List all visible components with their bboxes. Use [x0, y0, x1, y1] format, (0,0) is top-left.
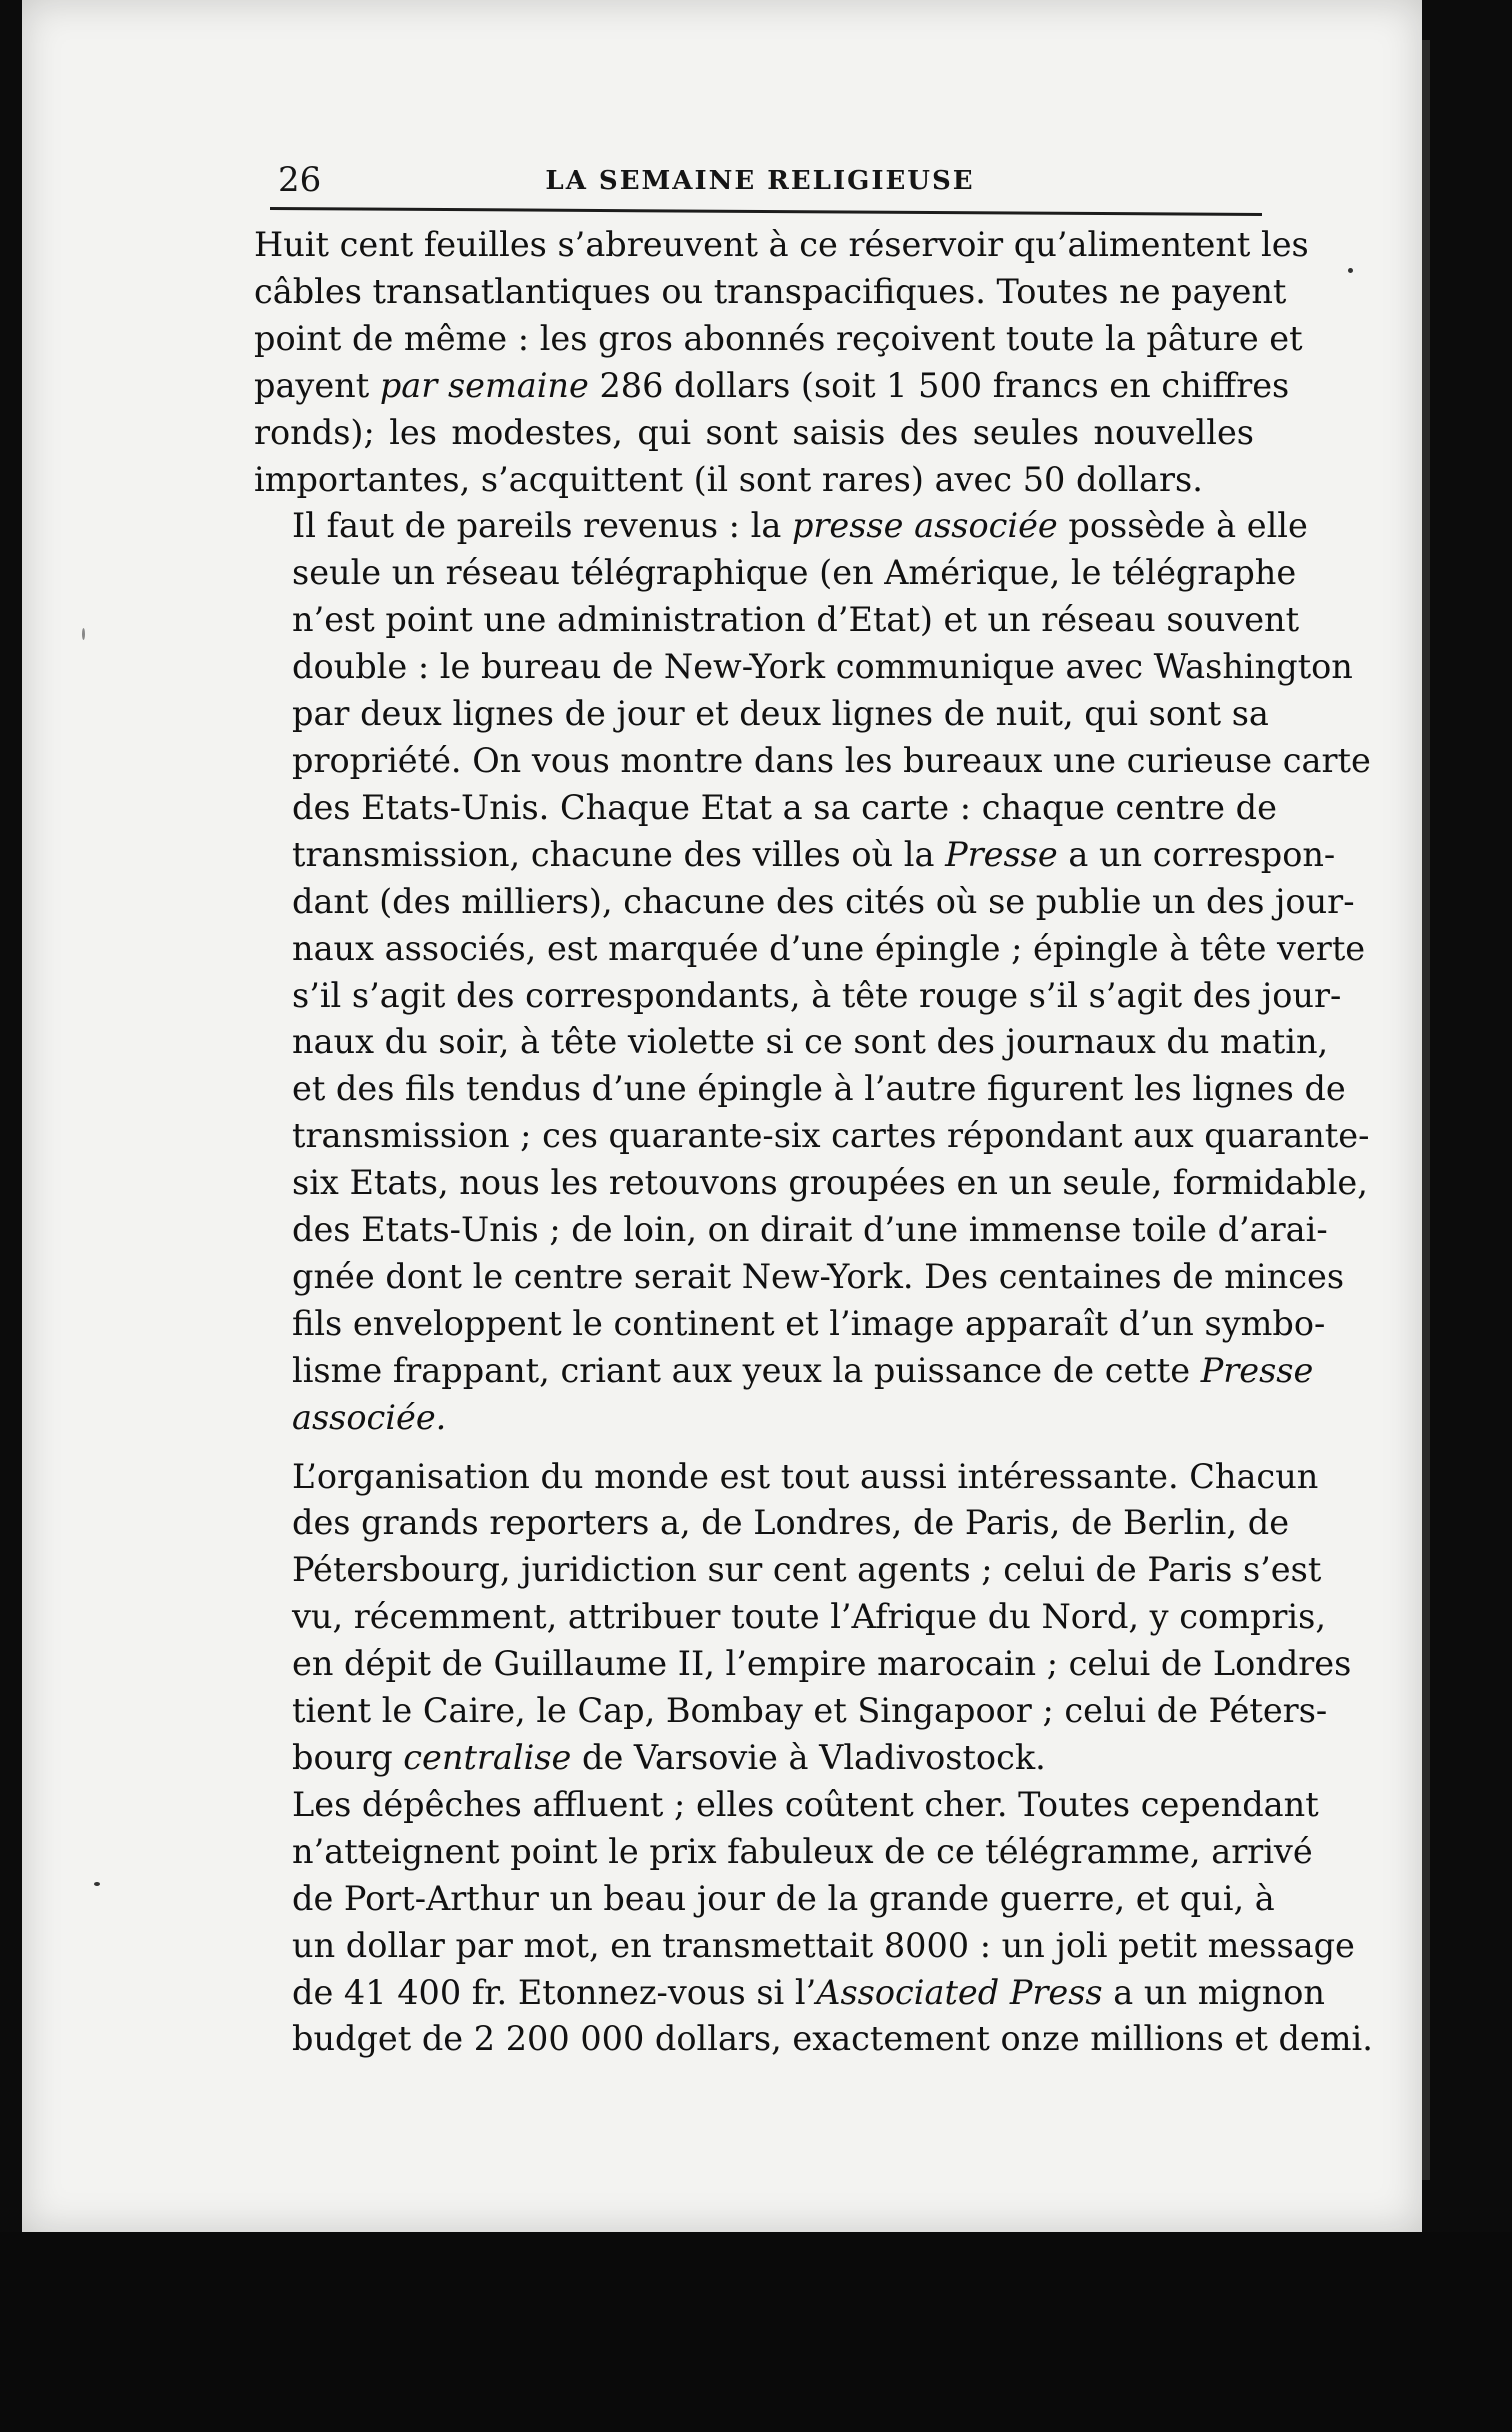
- running-title: LA SEMAINE RELIGIEUSE: [545, 166, 975, 196]
- text-line: et des fils tendus d’une épingle à l’autre figurent les lignes de: [292, 1069, 1346, 1109]
- text-line: [254, 503, 1308, 550]
- text-segment: de 41 400 fr. Etonnez-vous si l’: [292, 1972, 817, 2012]
- text-line: [254, 832, 1336, 879]
- text-line: n’est point une administration d’Etat) et un réseau souvent: [292, 600, 1300, 640]
- text-line: Les dépêches affluent ; elles coûtent cher. Toutes cependant: [292, 1784, 1319, 1824]
- book-page: [22, 0, 1422, 2232]
- text-line: des grands reporters a, de Londres, de Paris, de Berlin, de: [292, 1503, 1290, 1543]
- scan-speck: [82, 628, 85, 640]
- text-line: un dollar par mot, en transmettait 8000 : un joli petit message: [292, 1925, 1355, 1965]
- italic-phrase: centralise: [403, 1738, 572, 1777]
- text-line: propriété. On vous montre dans les bureaux une curieuse carte: [292, 740, 1371, 780]
- text-segment: payent: [254, 365, 380, 405]
- text-segment: a un correspon-: [1057, 834, 1336, 874]
- text-line: des Etats-Unis. Chaque Etat a sa carte : chaque centre de: [292, 787, 1277, 827]
- text-line: seule un réseau télégraphique (en Amérique, le télégraphe: [292, 553, 1297, 593]
- italic-phrase: associée.: [292, 1397, 447, 1437]
- text-line: point de même : les gros abonnés reçoivent toute la pâture et: [254, 318, 1303, 358]
- text-line: transmission ; ces quarante-six cartes répondant aux quarante-: [292, 1116, 1370, 1156]
- text-line: budget de 2 200 000 dollars, exactement onze millions et demi.: [292, 2019, 1373, 2059]
- text-line: par deux lignes de jour et deux lignes de nuit, qui sont sa: [292, 694, 1269, 734]
- text-line: gnée dont le centre serait New-York. Des centaines de minces: [292, 1256, 1345, 1296]
- text-line: [254, 1348, 1314, 1395]
- text-line: [254, 363, 1290, 410]
- scan-speck: [1348, 268, 1353, 273]
- paragraph-1: [254, 222, 1309, 503]
- text-segment: a un mignon: [1102, 1972, 1325, 2012]
- header-rule: [270, 207, 1262, 216]
- italic-phrase: presse associée: [791, 506, 1058, 546]
- paragraph-4: [254, 1782, 1373, 2063]
- text-segment: bourg: [292, 1738, 404, 1777]
- page-header: [258, 160, 1262, 204]
- scan-border: [0, 2232, 1512, 2432]
- text-line: fils enveloppent le continent et l’image apparaît d’un symbo-: [292, 1303, 1326, 1343]
- text-line: Pétersbourg, juridiction sur cent agents ; celui de Paris s’est: [292, 1550, 1322, 1590]
- italic-phrase: Presse: [1200, 1350, 1314, 1390]
- paragraph-3: [254, 1454, 1352, 1782]
- text-line: [254, 1735, 1254, 1782]
- text-line: six Etats, nous les retouvons groupées en un seule, formidable,: [292, 1163, 1368, 1203]
- italic-phrase: Presse: [945, 834, 1058, 874]
- page-number: 26: [278, 160, 322, 200]
- text-line: tient le Caire, le Cap, Bombay et Singapoor ; celui de Péters-: [292, 1691, 1328, 1731]
- text-segment: transmission, chacune des villes où la: [292, 834, 946, 874]
- text-line: s’il s’agit des correspondants, à tête rouge s’il s’agit des jour-: [292, 975, 1342, 1015]
- text-line: de Port-Arthur un beau jour de la grande guerre, et qui, à: [292, 1878, 1275, 1918]
- text-line: [254, 1395, 1254, 1442]
- text-segment: lisme frappant, criant aux yeux la puissance de cette: [292, 1350, 1201, 1390]
- paragraph-2: [254, 503, 1371, 1441]
- scan-speck: [94, 1882, 100, 1886]
- text-line: naux du soir, à tête violette si ce sont des journaux du matin,: [292, 1022, 1329, 1062]
- text-line: dant (des milliers), chacune des cités où se publie un des jour-: [292, 881, 1355, 921]
- text-line: naux associés, est marquée d’une épingle ; épingle à tête verte: [292, 928, 1366, 968]
- text-line: importantes, s’acquittent (il sont rares) avec 50 dollars.: [254, 459, 1203, 499]
- text-line: ronds); les modestes, qui sont saisis des seules nouvelles: [254, 412, 1254, 452]
- text-line: n’atteignent point le prix fabuleux de ce télégramme, arrivé: [292, 1831, 1313, 1871]
- text-segment: Il faut de pareils revenus : la: [292, 506, 792, 546]
- italic-phrase: par semaine: [379, 365, 589, 405]
- text-line: Huit cent feuilles s’abreuvent à ce réservoir qu’alimentent les: [254, 225, 1309, 264]
- text-line: double : le bureau de New-York communique avec Washington: [292, 647, 1353, 687]
- text-line: L’organisation du monde est tout aussi intéressante. Chacun: [292, 1456, 1319, 1496]
- body-text: [254, 222, 1373, 2063]
- text-line: en dépit de Guillaume II, l’empire marocain ; celui de Londres: [292, 1644, 1352, 1684]
- text-line: câbles transatlantiques ou transpacifiques. Toutes ne payent: [254, 271, 1287, 311]
- text-line: vu, récemment, attribuer toute l’Afrique du Nord, y compris,: [292, 1597, 1326, 1637]
- text-line: des Etats-Unis ; de loin, on dirait d’une immense toile d’arai-: [292, 1210, 1328, 1250]
- text-segment: de Varsovie à Vladivostock.: [571, 1738, 1046, 1777]
- text-segment: 286 dollars (soit 1 500 francs en chiffres: [588, 365, 1290, 405]
- italic-phrase: Associated Press: [816, 1972, 1103, 2012]
- text-segment: possède à elle: [1057, 506, 1308, 546]
- text-line: [254, 1970, 1325, 2017]
